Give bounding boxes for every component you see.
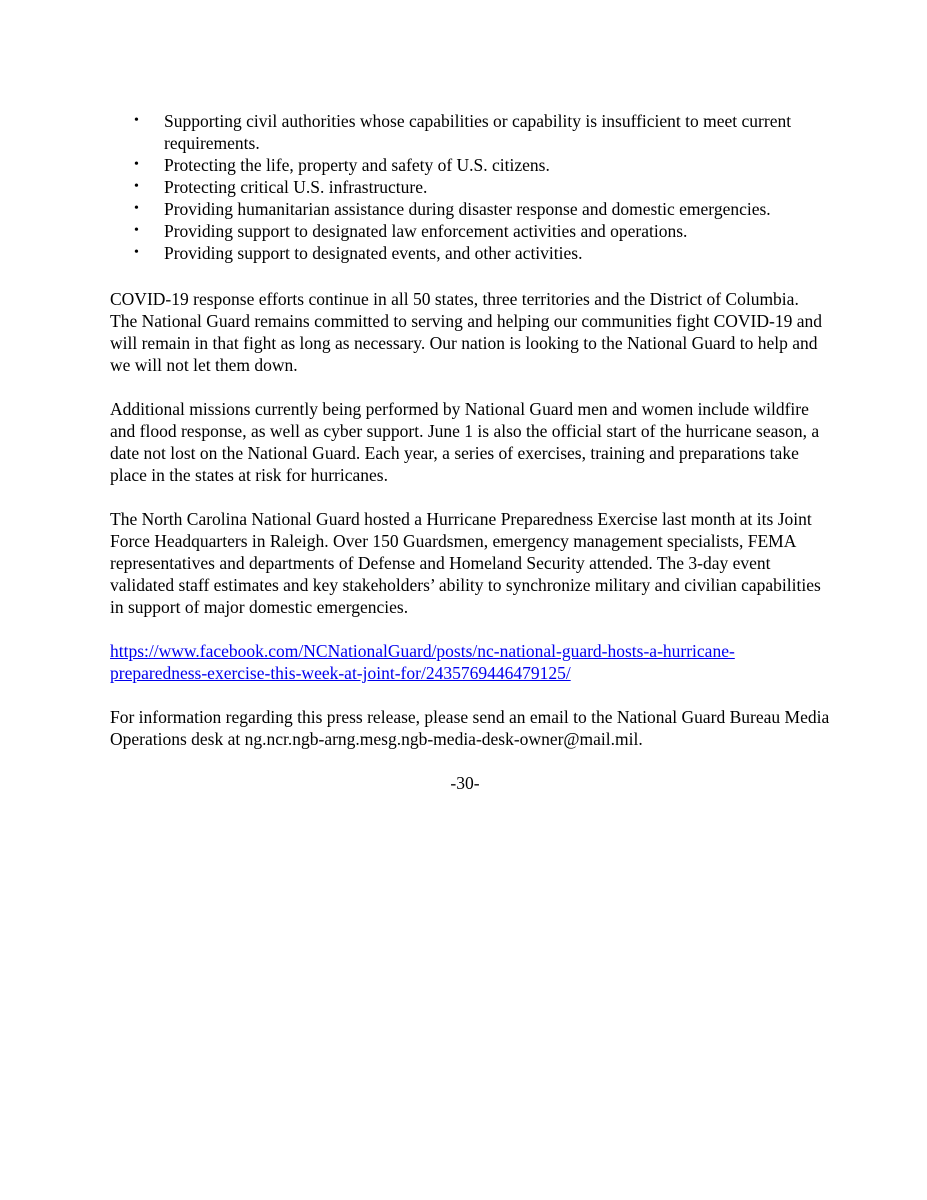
bullet-text: Providing support to designated events, and other activities. (164, 243, 583, 263)
facebook-post-link[interactable]: https://www.facebook.com/NCNationalGuard/posts/nc-national-guard-hosts-a-hurricane-preparedness-exercise-this-week-at-joint-for/2435769446479125/ (110, 641, 735, 683)
link-paragraph (110, 640, 830, 684)
document-page (110, 110, 830, 794)
exercise-paragraph: The North Carolina National Guard hosted a Hurricane Preparedness Exercise last month at its Joint Force Headquarters in Raleigh. Over 150 Guardsmen, emergency management specialists, FEMA representatives and departments of Defense and Homeland Security attended. The 3-day event validated staff estimates and key stakeholders’ ability to synchronize military and civilian capabilities in support of major domestic emergencies. (110, 509, 821, 617)
bullet-item (134, 242, 830, 264)
bullet-icon: • (134, 245, 139, 260)
bullet-icon: • (134, 179, 139, 194)
bullet-text: Supporting civil authorities whose capabilities or capability is insufficient to meet current requirements. (164, 111, 792, 153)
covid-paragraph: COVID-19 response efforts continue in all 50 states, three territories and the District of Columbia. The National Guard remains committed to serving and helping our communities fight COVID-19 and will remain in that fight as long as necessary. Our nation is looking to the National Guard to help and we will not let them down. (110, 289, 822, 375)
bullet-item (134, 110, 830, 154)
bullet-text: Protecting the life, property and safety of U.S. citizens. (164, 155, 550, 175)
mission-bullet-list (110, 110, 830, 264)
page-end-marker: -30- (450, 773, 480, 793)
bullet-item (134, 176, 830, 198)
bullet-text: Protecting critical U.S. infrastructure. (164, 177, 428, 197)
bullet-icon: • (134, 113, 139, 128)
bullet-text: Providing humanitarian assistance during disaster response and domestic emergencies. (164, 199, 771, 219)
contact-paragraph: For information regarding this press release, please send an email to the National Guard Bureau Media Operations desk at ng.ncr.ngb-arng.mesg.ngb-media-desk-owner@mail.mil. (110, 707, 830, 749)
bullet-icon: • (134, 223, 139, 238)
bullet-icon: • (134, 201, 139, 216)
bullet-item (134, 154, 830, 176)
bullet-item (134, 198, 830, 220)
missions-paragraph: Additional missions currently being performed by National Guard men and women include wildfire and flood response, as well as cyber support. June 1 is also the official start of the hurricane season, a date not lost on the National Guard. Each year, a series of exercises, training and preparations take place in the states at risk for hurricanes. (110, 399, 820, 485)
bullet-item (134, 220, 830, 242)
bullet-text: Providing support to designated law enforcement activities and operations. (164, 221, 688, 241)
bullet-icon: • (134, 157, 139, 172)
